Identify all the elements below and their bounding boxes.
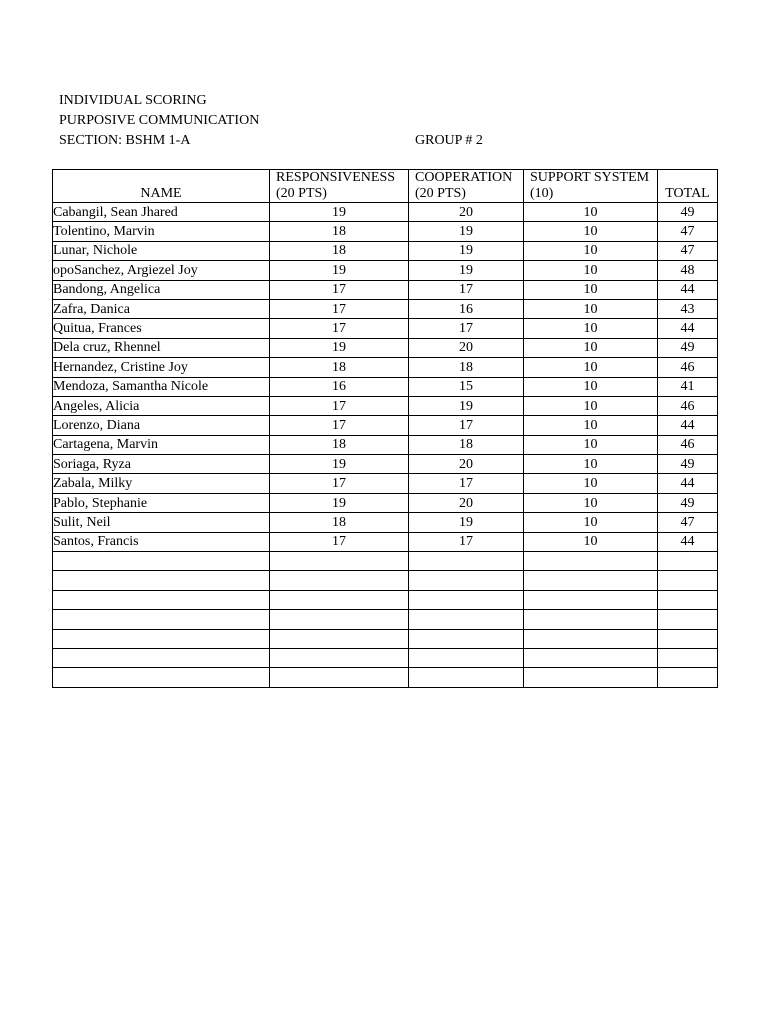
cell-cooperation: 18	[409, 435, 524, 454]
cell-name	[53, 648, 270, 667]
cell-support: 10	[524, 532, 658, 551]
cell-responsiveness: 18	[270, 513, 409, 532]
cell-support: 10	[524, 222, 658, 241]
course-title: PURPOSIVE COMMUNICATION	[59, 113, 260, 128]
cell-responsiveness: 17	[270, 396, 409, 415]
column-header-support	[524, 170, 658, 203]
table-row	[53, 280, 718, 299]
cell-responsiveness	[270, 668, 409, 687]
cell-total	[658, 648, 718, 667]
table-row	[53, 629, 718, 648]
cell-support: 10	[524, 358, 658, 377]
scoring-table	[52, 169, 718, 688]
cell-total	[658, 610, 718, 629]
cell-responsiveness: 19	[270, 455, 409, 474]
cell-responsiveness: 17	[270, 280, 409, 299]
column-header-cooperation	[409, 170, 524, 203]
table-row	[53, 552, 718, 571]
cell-name: Santos, Francis	[53, 532, 270, 551]
cell-name: Quitua, Frances	[53, 319, 270, 338]
column-header-total: TOTAL	[658, 170, 718, 203]
table-row	[53, 222, 718, 241]
cell-name: Tolentino, Marvin	[53, 222, 270, 241]
cell-cooperation: 19	[409, 222, 524, 241]
table-row	[53, 610, 718, 629]
cell-total: 49	[658, 493, 718, 512]
cell-support	[524, 629, 658, 648]
cell-cooperation: 20	[409, 338, 524, 357]
cell-name: Dela cruz, Rhennel	[53, 338, 270, 357]
cell-responsiveness: 19	[270, 493, 409, 512]
cell-support	[524, 668, 658, 687]
column-header-responsiveness	[270, 170, 409, 203]
cell-name	[53, 552, 270, 571]
column-header-responsiveness-label: RESPONSIVENESS	[276, 170, 396, 185]
cell-support: 10	[524, 261, 658, 280]
table-row	[53, 396, 718, 415]
cell-total: 46	[658, 396, 718, 415]
cell-total: 47	[658, 222, 718, 241]
group-label: GROUP # 2	[415, 133, 483, 148]
cell-name: Mendoza, Samantha Nicole	[53, 377, 270, 396]
cell-cooperation	[409, 552, 524, 571]
column-header-name: NAME	[53, 170, 270, 203]
cell-support: 10	[524, 280, 658, 299]
cell-support	[524, 552, 658, 571]
cell-responsiveness: 19	[270, 261, 409, 280]
table-body	[53, 203, 718, 688]
cell-name: Cartagena, Marvin	[53, 435, 270, 454]
cell-responsiveness	[270, 648, 409, 667]
cell-responsiveness: 17	[270, 299, 409, 318]
cell-total: 44	[658, 319, 718, 338]
cell-cooperation	[409, 668, 524, 687]
cell-support: 10	[524, 338, 658, 357]
cell-total	[658, 590, 718, 609]
cell-support: 10	[524, 493, 658, 512]
table-row	[53, 668, 718, 687]
cell-responsiveness: 19	[270, 203, 409, 222]
cell-support: 10	[524, 474, 658, 493]
cell-name: opoSanchez, Argiezel Joy	[53, 261, 270, 280]
table-row	[53, 299, 718, 318]
cell-name: Lorenzo, Diana	[53, 416, 270, 435]
cell-cooperation: 16	[409, 299, 524, 318]
cell-cooperation	[409, 571, 524, 590]
cell-name: Sulit, Neil	[53, 513, 270, 532]
cell-support: 10	[524, 435, 658, 454]
cell-responsiveness: 18	[270, 222, 409, 241]
cell-support: 10	[524, 299, 658, 318]
cell-cooperation: 18	[409, 358, 524, 377]
cell-support	[524, 590, 658, 609]
table-row	[53, 377, 718, 396]
cell-responsiveness	[270, 571, 409, 590]
table-row	[53, 590, 718, 609]
table-row	[53, 493, 718, 512]
table-row	[53, 571, 718, 590]
cell-cooperation	[409, 629, 524, 648]
table-header-row	[53, 170, 718, 203]
cell-name: Zabala, Milky	[53, 474, 270, 493]
table-row	[53, 261, 718, 280]
cell-total	[658, 571, 718, 590]
cell-name: Cabangil, Sean Jhared	[53, 203, 270, 222]
cell-support	[524, 571, 658, 590]
table-row	[53, 435, 718, 454]
column-header-support-label: SUPPORT SYSTEM	[530, 170, 650, 185]
table-row	[53, 474, 718, 493]
cell-cooperation: 19	[409, 396, 524, 415]
cell-cooperation: 20	[409, 203, 524, 222]
cell-total: 46	[658, 358, 718, 377]
cell-support: 10	[524, 241, 658, 260]
table-row	[53, 648, 718, 667]
cell-name: Pablo, Stephanie	[53, 493, 270, 512]
cell-support: 10	[524, 377, 658, 396]
cell-cooperation	[409, 590, 524, 609]
cell-name	[53, 590, 270, 609]
cell-total: 44	[658, 532, 718, 551]
cell-total: 49	[658, 455, 718, 474]
cell-total: 43	[658, 299, 718, 318]
cell-responsiveness: 17	[270, 532, 409, 551]
cell-name: Zafra, Danica	[53, 299, 270, 318]
cell-responsiveness: 18	[270, 435, 409, 454]
cell-total: 41	[658, 377, 718, 396]
cell-support: 10	[524, 319, 658, 338]
cell-cooperation: 15	[409, 377, 524, 396]
table-row	[53, 513, 718, 532]
cell-support	[524, 610, 658, 629]
cell-total: 44	[658, 280, 718, 299]
cell-total: 49	[658, 203, 718, 222]
cell-name	[53, 668, 270, 687]
cell-cooperation: 17	[409, 532, 524, 551]
cell-name	[53, 610, 270, 629]
cell-support: 10	[524, 455, 658, 474]
cell-total: 48	[658, 261, 718, 280]
cell-total: 47	[658, 241, 718, 260]
cell-cooperation: 19	[409, 241, 524, 260]
cell-name: Lunar, Nichole	[53, 241, 270, 260]
cell-responsiveness: 19	[270, 338, 409, 357]
cell-responsiveness: 17	[270, 474, 409, 493]
column-header-cooperation-points: (20 PTS)	[415, 186, 466, 201]
cell-responsiveness: 16	[270, 377, 409, 396]
cell-responsiveness	[270, 590, 409, 609]
cell-cooperation	[409, 610, 524, 629]
table-row	[53, 338, 718, 357]
cell-cooperation: 20	[409, 493, 524, 512]
cell-cooperation: 17	[409, 416, 524, 435]
cell-name: Soriaga, Ryza	[53, 455, 270, 474]
cell-total: 47	[658, 513, 718, 532]
cell-responsiveness: 18	[270, 241, 409, 260]
cell-responsiveness	[270, 610, 409, 629]
cell-total	[658, 629, 718, 648]
cell-name	[53, 571, 270, 590]
cell-total	[658, 668, 718, 687]
document-title: INDIVIDUAL SCORING	[59, 93, 207, 108]
cell-responsiveness: 18	[270, 358, 409, 377]
cell-support	[524, 648, 658, 667]
table-row	[53, 455, 718, 474]
table-row	[53, 532, 718, 551]
cell-name: Bandong, Angelica	[53, 280, 270, 299]
cell-cooperation	[409, 648, 524, 667]
cell-support: 10	[524, 416, 658, 435]
cell-total: 44	[658, 416, 718, 435]
cell-cooperation: 19	[409, 261, 524, 280]
cell-support: 10	[524, 396, 658, 415]
cell-name: Angeles, Alicia	[53, 396, 270, 415]
cell-support: 10	[524, 203, 658, 222]
cell-responsiveness	[270, 629, 409, 648]
cell-support: 10	[524, 513, 658, 532]
cell-cooperation: 20	[409, 455, 524, 474]
column-header-responsiveness-points: (20 PTS)	[276, 186, 327, 201]
table-row	[53, 416, 718, 435]
cell-cooperation: 17	[409, 319, 524, 338]
table-row	[53, 319, 718, 338]
table-row	[53, 358, 718, 377]
cell-cooperation: 19	[409, 513, 524, 532]
cell-total: 49	[658, 338, 718, 357]
cell-name	[53, 629, 270, 648]
cell-total: 46	[658, 435, 718, 454]
table-row	[53, 241, 718, 260]
cell-total	[658, 552, 718, 571]
section-label: SECTION: BSHM 1-A	[59, 133, 191, 148]
cell-responsiveness	[270, 552, 409, 571]
cell-responsiveness: 17	[270, 416, 409, 435]
column-header-cooperation-label: COOPERATION	[415, 170, 513, 185]
table-row	[53, 203, 718, 222]
cell-total: 44	[658, 474, 718, 493]
cell-cooperation: 17	[409, 280, 524, 299]
cell-name: Hernandez, Cristine Joy	[53, 358, 270, 377]
cell-responsiveness: 17	[270, 319, 409, 338]
cell-cooperation: 17	[409, 474, 524, 493]
column-header-support-points: (10)	[530, 186, 554, 201]
